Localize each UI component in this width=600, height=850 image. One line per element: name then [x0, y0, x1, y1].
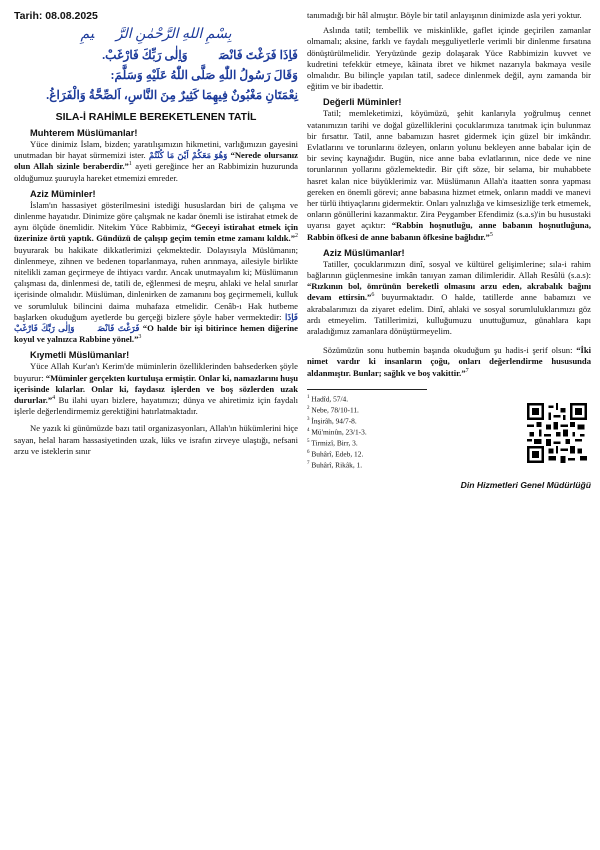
section-heading: Kıymetli Müslümanlar!: [30, 350, 130, 361]
quote: “O halde bir işi bitirince hemen diğerine koyul ve yalnızca Rabbine yönel.”: [14, 323, 298, 345]
text-run: buyurarak bu hakikate dikkatlerimizi çekmektedir. Dolayısıyla Müslümanın; dinlenmeye, zihnen ve bedenen toparlanmaya, ruhen arınmaya, ailesiyle birlikte nitelikli zaman geçirmeye de ihtiyacı vardır. Ancak unutmayalım ki; Müslümanın çalışması da, dinlenmesi de, tatili de, eğlenmesi de meşru, ahlaki ve helal sınırlar içerisinde olmalıdır. Müslüman, dinlenirken de zamanını boş geçirmemeli, kulluk ve sorumluluk bilincini daima muhafaza etmelidir. Cenâb-ı Hak hutbeme başlarken okuduğum ayetlerde bu gerçeği bizlere şöyle haber vermektedir:: [14, 244, 298, 322]
footnote-ref: 1: [128, 161, 132, 168]
footnote-ref: 3: [138, 334, 142, 341]
left-column: [14, 0, 298, 457]
paragraph: Ne yazık ki günümüzde bazı tatil organizasyonları, Allah'ın hükümlerini hiçe sayan, helal haram hassasiyetinden uzak, lüks ve israfın zirveye ulaştığı, nefsani arzu ve isteklerin sınır: [14, 423, 298, 456]
footnote-text: Mü'minûn, 23/1-3.: [311, 427, 367, 437]
footnote-text: Buhârî, Rikâk, 1.: [311, 460, 363, 470]
footnote-ref: 2: [295, 233, 298, 240]
date-label: Tarih: 08.08.2025: [14, 10, 98, 22]
section-heading: Aziz Müslümanlar!: [323, 247, 405, 258]
arabic-hadith-intro: وَقَالَ رَسُولُ اللّٰهِ صَلَّى اللّٰهُ عَلَيْهِ وَسَلَّمَ:: [110, 68, 298, 82]
paragraph: [14, 361, 298, 417]
footnote-number: 2: [307, 405, 310, 411]
quote: “Müminler gerçekten kurtuluşa ermiştir. Onlar ki, namazlarını huşu içerisinde kılarlar. Onlar ki, faydasız işlerden ve boş sözlerden uzak dururlar.”: [14, 372, 298, 406]
arabic-inline: فَاِذَا فَرَغْتَ فَانْصَبْۙ وَاِلٰى رَبِّكَ فَارْغَبْ: [14, 311, 298, 334]
quote: “İki nimet vardır ki insanların çoğu, onları değerlendirme hususunda aldanmıştır. Bunlar; sağlık ve boş vakittir.”: [307, 345, 591, 378]
text-run: Yüce dinimiz İslam, bizden; yaratılışımızın hikmetini, varlığımızın gayesini unutmadan bir hayat sürmemizi ister.: [14, 139, 298, 161]
paragraph: [14, 200, 298, 346]
footnote-divider: [307, 389, 427, 390]
footnote-ref: 5: [489, 231, 493, 238]
text-run: Tatil; memleketimizi, köyümüzü, şehit kanlarıyla yoğrulmuş cennet vatanımızın tarihi ve doğal güzelliklerini çocuklarımıza tanıtmak için bulunmaz bir fırsattır. Tatil, anne babamızın hasret gidermek için güzel bir imkândır. Evlatlarını ve torunlarını özleyen, onların yolunu bekleyen anne babalar için de bir sevinç kaynağıdır. Bugün, nice anne baba evlatlarının, nice dede ve nine torunlarının yollarını gözlemektedir. Bir çift söze, bir selama, bir muhabbete hasret kalan nice büyüklerimiz var. Müslümanın Allah'a itaatten sonra yapması gereken en önemli görevi; anne babasına hizmet etmek, onların maddi ve manevi her türlü ihtiyaçlarını gidermektir. Onları yalnızlığa ve kimsesizliğe terk etmemek, onların gönüllerini kazanmaktır. Zira Peygamber Efendimiz (s.a.s)'in bu husustaki uyarısı gayet açıktır:: [307, 108, 591, 231]
footnotes-block: [307, 389, 591, 470]
paragraph: [14, 139, 298, 184]
paragraph: [307, 108, 591, 242]
section-heading: Muhterem Müslümanlar!: [30, 128, 138, 138]
footnote-text: İnşirâh, 94/7-8.: [311, 416, 357, 426]
section-heading: Aziz Müminler!: [30, 188, 96, 199]
text-run: ayeti gereğince her an Rabbimizin huzurunda olduğumuz şuuruyla hareket etmemizi emreder.: [14, 161, 298, 183]
paragraph: [307, 345, 591, 379]
paragraph: [307, 259, 591, 337]
footnote-ref: 4: [52, 395, 56, 402]
text-run: Bu ilahi uyarı bizlere, hayatımızı; dünya ve ahiretimiz için faydalı işlerle değerlendirmemiz gerektiğini hatırlatmaktadır.: [14, 395, 298, 417]
footnote-number: 7: [307, 461, 310, 467]
arabic-inline: وَهُوَ مَعَكُمْ اَيْنَ مَا كُنْتُمْ: [148, 150, 228, 161]
right-column: [307, 0, 591, 490]
text-run: Sözümüzün sonu hutbemin başında okuduğum şu hadis-i şerif olsun:: [323, 345, 577, 356]
quote: “Geceyi istirahat etmek için üzerinize örtü yaptık. Gündüzü de çalışıp geçim temin etme zamanı kıldık.”: [14, 222, 298, 244]
footnote-text: Nebe, 78/10-11.: [311, 405, 359, 415]
quote: “Rızkının bol, ömrünün bereketli olmasını arzu eden, akrabalık bağını devam ettirsin.”: [307, 281, 591, 303]
footnote-number: 3: [307, 417, 310, 423]
footnote-text: Tirmizî, Birr, 3.: [311, 438, 358, 448]
footnote-text: Buhârî, Edeb, 12.: [311, 449, 364, 459]
footnote-ref: 7: [465, 367, 469, 374]
footnote-number: 4: [307, 428, 310, 434]
qr-code-icon: [527, 403, 587, 463]
text-run: Tatiller, çocuklarımızın dinî, sosyal ve kültürel gelişimlerine; sıla-i rahim bağlarının güçlenmesine imkân tanıyan zaman dilimleridir. Allah Resûlü (s.a.s):: [307, 258, 591, 281]
sermon-title: SILA-İ RAHİMLE BEREKETLENEN TATİL: [55, 111, 257, 123]
section-heading: Değerli Müminler!: [323, 97, 402, 108]
footnote-number: 6: [307, 450, 310, 456]
signature: Din Hizmetleri Genel Müdürlüğü: [460, 480, 591, 491]
quote: “Nerede olursanız olun Allah sizinle beraberdir.”: [14, 150, 298, 172]
footnote-ref: 6: [371, 292, 375, 299]
text-run: İslam'ın hassasiyet gösterilmesini istediği hususlardan biri de çalışma ve dinlenme hayatıdır. Dinimize göre çalışmak ne kadar önemli ise istirahat etmek de aynı ölçüde önemlidir. Nitekim Yüce Rabbimiz,: [14, 199, 298, 233]
basmala-calligraphy: بِسْمِ اللهِ الرَّحْمٰنِ الرَّح۪يمِ: [80, 27, 232, 42]
text-run: Yüce Allah Kur'an'ı Kerim'de müminlerin özelliklerinden bahsederken şöyle buyurur:: [14, 361, 298, 383]
footnote-number: 5: [307, 439, 310, 445]
footnote-text: Hadîd, 57/4.: [311, 394, 349, 404]
arabic-hadith: نِعْمَتَانِ مَغْبُونٌ فِيهِمَا كَثِيرٌ مِنَ النَّاسِ، اَلصِّحَّةُ وَالْفَرَاغُ.: [46, 88, 298, 102]
text-run: buyurmaktadır. O halde, tatillerde anne babamızı ve akrabalarımızı da ziyaret edelim. Dinî, ahlaki ve sosyal sorumluluklarımızı göz ardı etmeyelim. Tatillerimizi, kulluğumuzu unuttuğumuz, günahlara kapı araladığımız zamanlara dönüştürmeyelim.: [307, 292, 591, 337]
footnote-number: 1: [307, 394, 310, 400]
paragraph: Aslında tatil; tembellik ve miskinlikle, gaflet içinde geçirilen zamanlar olmamalı; aksine, farklı ve faydalı meşguliyetlerle verimli bir dinlenme fırsatına dönüştürülmelidir. Yeryüzünde gezip dolaşarak Yüce Rabbimizin kuvvet ve kudretini tefekkür etmeye, kâinata ibret ve hikmet nazarıyla bakmaya vesile olmalıdır. Bu bilinçle yapılan tatil, sadece dinlenmek değil, aynı zamanda bir eğitim ve bir ibadettir.: [307, 25, 591, 92]
arabic-verse: فَاِذَا فَرَغْتَ فَانْصَبْۙ وَاِلٰى رَبِّكَ فَارْغَبْ.: [102, 48, 298, 62]
quote: “Rabbin hoşnutluğu, anne babanın hoşnutluğuna, Rabbin öfkesi de anne babanın öfkesine bağlıdır.”: [307, 220, 591, 242]
paragraph: tanımadığı bir hâl almıştır. Böyle bir tatil anlayışının dinimizde asla yeri yoktur.: [307, 10, 582, 20]
